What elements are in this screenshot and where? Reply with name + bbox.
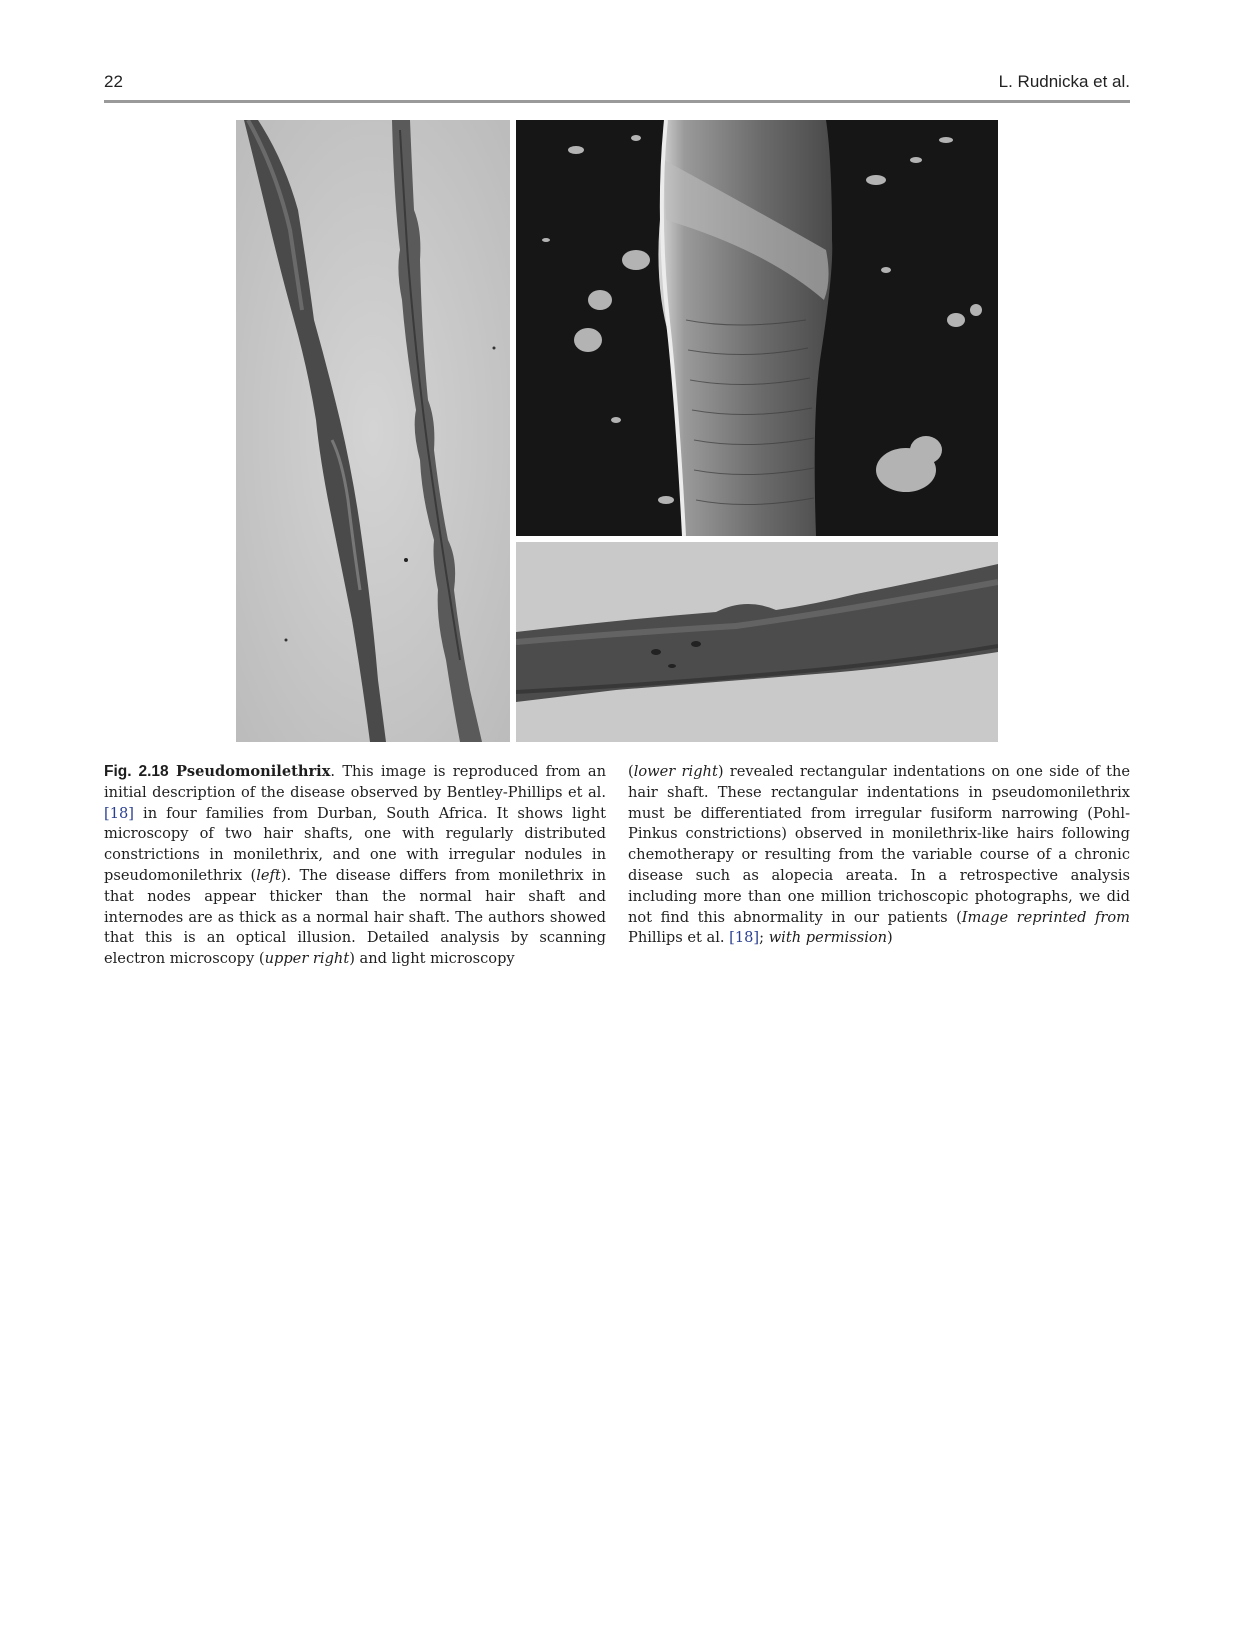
caption-text: )	[887, 929, 893, 947]
running-author: L. Rudnicka et al.	[998, 72, 1130, 91]
figure-caption	[104, 762, 1130, 970]
caption-text: ) revealed rectangular indentations on one side of the hair shaft. These rectangular indentations in pseudomonilethrix must be differentiated from irregular fusiform narrowing (Pohl-Pinkus constrictions) observed in monilethrix-like hairs following chemotherapy or resulting from the variable course of a chronic disease such as alopecia areata. In a retrospective analysis including more than one million trichoscopic photographs, we did not find this abnormality in our patients (	[628, 763, 1130, 926]
caption-text: Phillips et al.	[628, 929, 730, 947]
caption-text: ). The disease differs from monilethrix in that nodes appear thicker than the normal hair shaft and internodes are as thick as a normal hair shaft. The authors showed that this is an optical illusion. Detailed analysis by scanning electron microscopy (	[104, 866, 606, 968]
figure-title: Pseudomonilethrix	[175, 763, 331, 780]
caption-italic: upper right	[264, 950, 350, 968]
citation-link[interactable]: [18]	[729, 929, 760, 947]
caption-column-right	[628, 762, 1130, 970]
caption-text: (	[628, 763, 634, 780]
hair-light-microscopy-icon	[236, 120, 510, 742]
figure-label: Fig. 2.18	[104, 763, 169, 780]
caption-italic: lower right	[633, 763, 718, 780]
figure-panel-upper-right	[516, 120, 998, 536]
figure-2-18	[236, 120, 998, 742]
caption-italic: Image reprinted from	[961, 908, 1130, 926]
page-number: 22	[104, 72, 123, 91]
caption-text: ) and light microscopy	[349, 950, 515, 968]
figure-panel-lower-right	[516, 542, 998, 742]
caption-text: in four families from Durban, South Africa. It shows light microscopy of two hair shafts, one with regularly distributed constrictions in monilethrix, and one with irregular nodules in pseudomonilethrix (	[104, 804, 606, 884]
caption-text: . This image is reproduced from an initial description of the disease observed by Bentley-Phillips et al.	[104, 763, 606, 801]
citation-link[interactable]: [18]	[104, 804, 134, 822]
caption-italic: left	[256, 866, 281, 884]
hair-light-microscopy-indentation-icon	[516, 542, 998, 742]
caption-column-left	[104, 762, 606, 970]
caption-italic: with permission	[768, 929, 888, 947]
figure-panel-left	[236, 120, 510, 742]
page-header	[104, 70, 1130, 103]
hair-scanning-electron-microscopy-icon	[516, 120, 998, 536]
caption-text: ;	[759, 929, 769, 947]
